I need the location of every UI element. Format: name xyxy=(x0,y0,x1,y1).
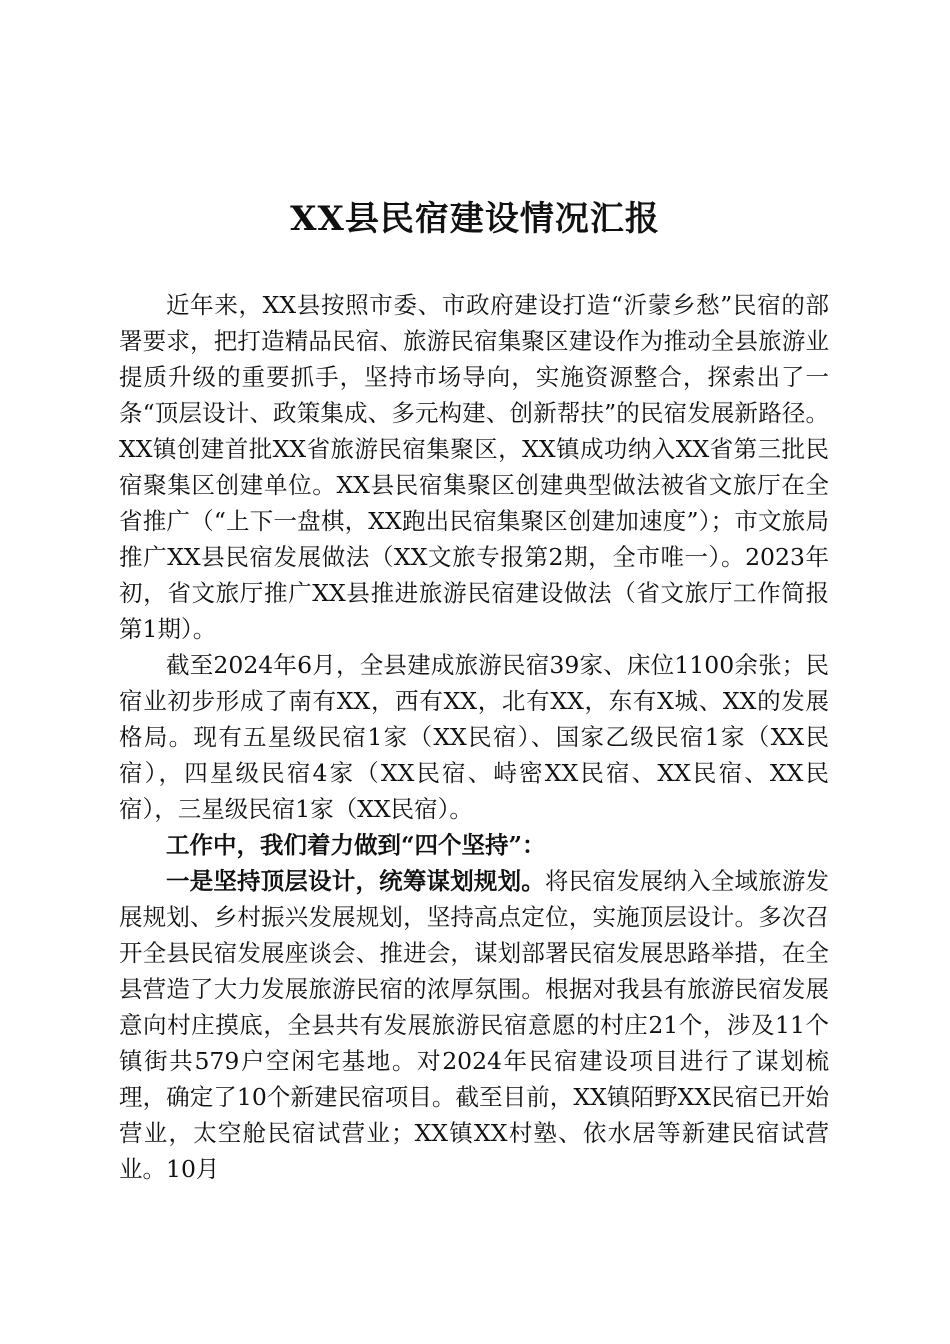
paragraph-top-level-design xyxy=(119,863,829,1187)
document-body xyxy=(119,287,829,1187)
paragraph-lead: 一是坚持顶层设计，统筹谋划规划。 xyxy=(166,867,545,895)
paragraph-status xyxy=(119,647,829,827)
paragraph-intro xyxy=(119,287,829,647)
paragraph-text: 截至2024年6月，全县建成旅游民宿39家、床位1100余张；民宿业初步形成了南有XX，西有XX，北有XX，东有X城、XX的发展格局。现有五星级民宿1家（XX民宿）、国家乙级民宿1家（XX民宿），四星级民宿4家（XX民宿、峙密XX民宿、XX民宿、XX民宿），三星级民宿1家（XX民宿）。 xyxy=(119,651,829,823)
paragraph-text: 近年来，XX县按照市委、市政府建设打造“沂蒙乡愁”民宿的部署要求，把打造精品民宿、旅游民宿集聚区建设作为推动全县旅游业提质升级的重要抓手，坚持市场导向，实施资源整合，探索出了一条“顶层设计、政策集成、多元构建、创新帮扶”的民宿发展新路径。XX镇创建首批XX省旅游民宿集聚区，XX镇成功纳入XX省第三批民宿聚集区创建单位。XX县民宿集聚区创建典型做法被省文旅厅在全省推广（“上下一盘棋，XX跑出民宿集聚区创建加速度”）；市文旅局推广XX县民宿发展做法（XX文旅专报第2期，全市唯一）。2023年初，省文旅厅推广XX县推进旅游民宿建设做法（省文旅厅工作简报第1期）。 xyxy=(119,291,829,643)
document-title: XX县民宿建设情况汇报 xyxy=(290,199,660,239)
paragraph-four-persistences xyxy=(119,827,829,863)
paragraph-text: 将民宿发展纳入全域旅游发展规划、乡村振兴发展规划，坚持高点定位，实施顶层设计。多次召开全县民宿发展座谈会、推进会，谋划部署民宿发展思路举措，在全县营造了大力发展旅游民宿的浓厚氛围。根据对我县有旅游民宿发展意向村庄摸底，全县共有发展旅游民宿意愿的村庄21个，涉及11个镇街共579户空闲宅基地。对2024年民宿建设项目进行了谋划梳理，确定了10个新建民宿项目。截至目前，XX镇陌野XX民宿已开始营业，太空舱民宿试营业；XX镇XX村塾、依水居等新建民宿试营业。10月 xyxy=(119,867,830,1183)
paragraph-lead: 工作中，我们着力做到“四个坚持”： xyxy=(166,831,546,859)
